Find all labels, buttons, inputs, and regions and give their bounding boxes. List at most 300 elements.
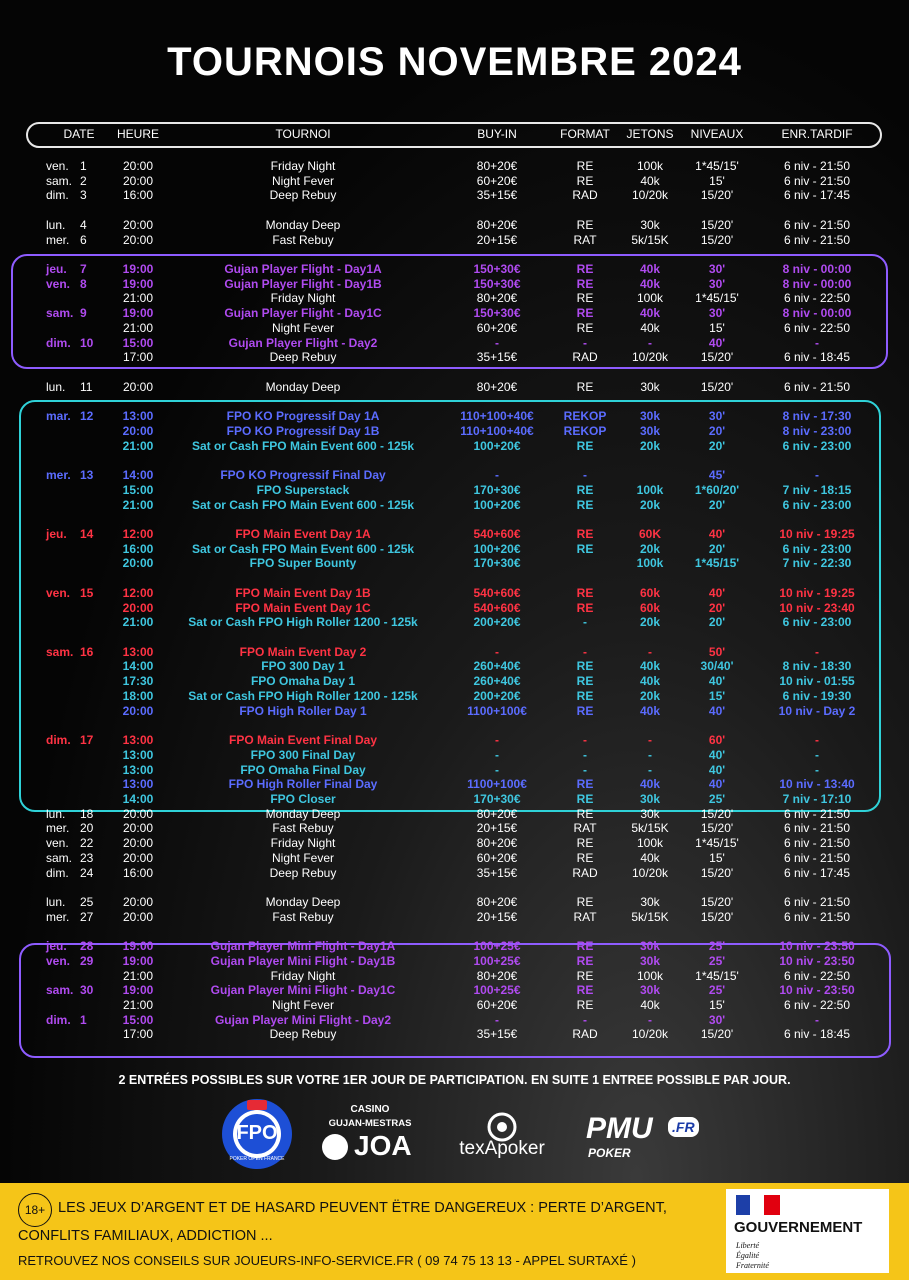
row-format: RE: [576, 291, 594, 306]
row-day-number: 29: [80, 953, 94, 968]
row-levels: 40': [708, 674, 726, 689]
row-buy-in: 35+15€: [476, 865, 518, 880]
row-chips: 20k: [639, 497, 661, 512]
row-levels: 1*45/15': [695, 968, 739, 983]
header-jetons: JETONS: [626, 127, 674, 141]
row-time: 19:00: [122, 953, 154, 968]
row-buy-in: 1100+100€: [467, 703, 527, 718]
row-buy-in: -: [495, 335, 499, 350]
row-buy-in: 20+15€: [476, 821, 518, 836]
row-time: 20:00: [122, 556, 154, 571]
fpo-logo-text: FPO: [236, 1122, 278, 1144]
row-chips: 60k: [639, 585, 661, 600]
row-time: 13:00: [122, 409, 154, 424]
row-format: -: [583, 615, 587, 630]
row-tournament-name: Gujan Player Mini Flight - Day1C: [210, 983, 396, 998]
row-levels: 15': [709, 998, 725, 1013]
row-levels: 1*45/15': [695, 836, 739, 851]
row-chips: 100k: [636, 291, 664, 306]
row-buy-in: 170+30€: [473, 482, 521, 497]
row-levels: 1*60/20': [694, 482, 740, 497]
row-chips: 5k/15K: [631, 909, 669, 924]
row-time: 18:00: [122, 688, 154, 703]
row-chips: -: [648, 733, 652, 748]
row-day: ven.: [46, 836, 69, 851]
row-format: RE: [576, 659, 594, 674]
row-chips: 30k: [640, 217, 660, 232]
row-format: -: [583, 468, 587, 483]
row-chips: -: [648, 762, 652, 777]
row-format: RE: [576, 850, 594, 865]
row-tournament-name: Sat or Cash FPO Main Event 600 - 125k: [191, 541, 415, 556]
row-buy-in: 80+20€: [476, 968, 518, 983]
row-day: sam.: [46, 850, 73, 865]
row-time: 19:00: [122, 262, 154, 277]
row-time: 21:00: [122, 615, 154, 630]
row-levels: 25': [708, 983, 726, 998]
row-day-number: 20: [80, 821, 94, 836]
row-format: RE: [576, 306, 594, 321]
row-tournament-name: Night Fever: [271, 320, 335, 335]
row-levels: 20': [708, 615, 726, 630]
row-day-number: 15: [80, 585, 94, 600]
row-levels: 20': [708, 600, 726, 615]
row-format: RE: [576, 320, 594, 335]
row-day: dim.: [46, 188, 69, 203]
row-chips: 60k: [639, 600, 661, 615]
row-format: RAT: [573, 909, 597, 924]
row-time: 21:00: [122, 497, 154, 512]
row-time: 21:00: [122, 998, 154, 1013]
row-levels: 15': [708, 688, 726, 703]
row-buy-in: 80+20€: [476, 291, 518, 306]
row-day: ven.: [46, 953, 71, 968]
row-buy-in: 150+30€: [473, 262, 521, 277]
casino-city: GUJAN-MESTRAS: [328, 1118, 412, 1129]
row-late-registration: 8 niv - 00:00: [782, 262, 852, 277]
footer-warning: [0, 1183, 909, 1280]
row-buy-in: 540+60€: [473, 585, 521, 600]
row-tournament-name: FPO High Roller Day 1: [239, 703, 367, 718]
row-day-number: 17: [80, 733, 94, 748]
row-levels: 15': [709, 320, 725, 335]
row-levels: 15': [709, 173, 725, 188]
row-time: 17:00: [122, 1027, 154, 1042]
row-buy-in: 110+100+40€: [460, 409, 534, 424]
row-late-registration: 10 niv - 23:50: [779, 953, 855, 968]
row-day-number: 16: [80, 644, 94, 659]
row-time: 13:00: [122, 747, 154, 762]
row-tournament-name: Deep Rebuy: [269, 350, 337, 365]
row-tournament-name: FPO Main Event Final Day: [228, 733, 378, 748]
row-late-registration: 6 niv - 21:50: [783, 232, 851, 247]
row-tournament-name: FPO KO Progressif Day 1A: [226, 409, 380, 424]
row-chips: 10/20k: [631, 188, 669, 203]
row-tournament-name: FPO 300 Day 1: [261, 659, 345, 674]
row-time: 20:00: [122, 895, 154, 909]
row-late-registration: 8 niv - 17:30: [782, 409, 852, 424]
row-format: REKOP: [563, 409, 607, 424]
row-day: sam.: [46, 306, 74, 321]
row-day-number: 27: [80, 909, 94, 924]
row-day-number: 23: [80, 850, 94, 865]
row-levels: 20': [708, 497, 726, 512]
row-chips: 100k: [636, 482, 664, 497]
row-levels: 50': [708, 644, 726, 659]
row-buy-in: 100+20€: [473, 497, 521, 512]
row-buy-in: -: [495, 468, 499, 483]
row-levels: 40': [708, 527, 726, 541]
row-chips: 30k: [639, 983, 661, 998]
row-buy-in: 80+20€: [476, 836, 518, 851]
row-tournament-name: FPO Omaha Day 1: [250, 674, 356, 689]
row-buy-in: 540+60€: [473, 527, 521, 541]
row-levels: 30': [708, 276, 726, 291]
row-buy-in: 200+20€: [473, 688, 521, 703]
row-day-number: 14: [80, 527, 94, 541]
row-chips: 40k: [640, 998, 660, 1013]
row-buy-in: 80+20€: [476, 806, 518, 821]
row-late-registration: -: [815, 747, 819, 762]
row-late-registration: 10 niv - 23:50: [779, 939, 855, 954]
page-title: TOURNOIS NOVEMBRE 2024: [167, 40, 742, 84]
gov-title: GOUVERNEMENT: [734, 1219, 863, 1236]
warning-line-2: CONFLITS FAMILIAUX, ADDICTION ...: [18, 1228, 273, 1244]
pmu-poker-logo: [586, 1112, 712, 1162]
row-day: mer.: [46, 468, 71, 483]
row-late-registration: 6 niv - 21:50: [783, 217, 851, 232]
casino-label: CASINO: [350, 1104, 390, 1115]
row-levels: 15/20': [700, 865, 734, 880]
row-late-registration: 6 niv - 21:50: [783, 909, 851, 924]
gov-motto-2: Égalité: [736, 1251, 760, 1260]
row-levels: 40': [708, 747, 726, 762]
row-levels: 15/20': [700, 379, 734, 394]
row-chips: 20k: [639, 688, 661, 703]
row-format: RE: [576, 939, 594, 954]
row-chips: 30k: [639, 939, 661, 954]
row-day: sam.: [46, 173, 73, 188]
row-time: 20:00: [122, 836, 154, 851]
row-chips: 40k: [639, 262, 661, 277]
row-chips: -: [648, 1012, 652, 1027]
row-format: RE: [576, 497, 594, 512]
row-time: 14:00: [122, 468, 154, 483]
row-time: 19:00: [122, 939, 154, 954]
row-chips: 100k: [636, 836, 664, 851]
row-tournament-name: FPO KO Progressif Day 1B: [226, 423, 380, 438]
row-buy-in: 80+20€: [476, 895, 518, 909]
row-tournament-name: FPO Super Bounty: [249, 556, 357, 571]
row-chips: 100k: [636, 556, 664, 571]
row-day: mer.: [46, 909, 70, 924]
row-format: -: [583, 733, 587, 748]
row-tournament-name: Night Fever: [271, 173, 335, 188]
row-buy-in: 35+15€: [476, 1027, 518, 1042]
row-late-registration: 6 niv - 22:50: [783, 998, 851, 1013]
row-tournament-name: Friday Night: [270, 836, 336, 851]
row-late-registration: 6 niv - 18:45: [783, 1027, 851, 1042]
row-day-number: 25: [80, 895, 94, 909]
row-format: RE: [576, 262, 594, 277]
row-late-registration: 6 niv - 21:50: [783, 821, 851, 836]
pmu-tld: .FR: [668, 1117, 699, 1137]
row-time: 20:00: [122, 703, 154, 718]
gov-motto-1: Liberté: [736, 1241, 760, 1250]
row-late-registration: 8 niv - 23:00: [782, 423, 852, 438]
header-buyin: BUY-IN: [477, 127, 517, 141]
row-day-number: 8: [80, 276, 87, 291]
row-time: 15:00: [122, 1012, 154, 1027]
row-buy-in: 35+15€: [476, 188, 518, 203]
row-format: -: [583, 335, 587, 350]
row-buy-in: 80+20€: [476, 217, 518, 232]
row-tournament-name: Monday Deep: [265, 379, 341, 394]
row-levels: 15/20': [700, 232, 734, 247]
row-time: 16:00: [122, 541, 154, 556]
row-late-registration: 8 niv - 00:00: [782, 306, 852, 321]
row-format: RE: [576, 482, 594, 497]
warning-line-1: LES JEUX D’ARGENT ET DE HASARD PEUVENT ËTRE DANGEREUX : PERTE D’ARGENT,: [58, 1200, 667, 1216]
row-day: jeu.: [46, 527, 67, 541]
row-levels: 40': [708, 777, 726, 792]
row-levels: 40': [708, 335, 726, 350]
row-format: RE: [576, 541, 594, 556]
pmu-brand: PMU: [586, 1112, 653, 1145]
row-late-registration: 7 niv - 22:30: [782, 556, 852, 571]
row-buy-in: 150+30€: [473, 276, 521, 291]
row-chips: 40k: [639, 306, 661, 321]
row-late-registration: 6 niv - 21:50: [783, 173, 851, 188]
row-tournament-name: Gujan Player Mini Flight - Day1A: [210, 939, 396, 954]
row-late-registration: 6 niv - 17:45: [783, 188, 851, 203]
row-late-registration: 6 niv - 17:45: [783, 865, 851, 880]
row-day-number: 28: [80, 939, 94, 954]
row-buy-in: 100+25€: [473, 953, 521, 968]
row-format: -: [583, 644, 587, 659]
row-levels: 20': [708, 438, 726, 453]
row-time: 16:00: [122, 865, 154, 880]
row-tournament-name: Sat or Cash FPO Main Event 600 - 125k: [191, 497, 415, 512]
row-time: 15:00: [122, 482, 154, 497]
row-buy-in: -: [495, 747, 499, 762]
row-buy-in: -: [495, 762, 499, 777]
header-niveaux: NIVEAUX: [690, 127, 744, 141]
row-day-number: 9: [80, 306, 87, 321]
row-tournament-name: Sat or Cash FPO High Roller 1200 - 125k: [188, 615, 418, 630]
government-logo: [726, 1189, 889, 1273]
row-levels: 15/20': [700, 217, 734, 232]
row-day: ven.: [46, 276, 71, 291]
row-late-registration: 7 niv - 18:15: [782, 482, 852, 497]
row-tournament-name: Gujan Player Flight - Day1A: [224, 262, 382, 277]
row-buy-in: 60+20€: [476, 850, 518, 865]
row-late-registration: 8 niv - 18:30: [782, 659, 852, 674]
row-chips: -: [648, 644, 652, 659]
row-buy-in: -: [495, 1012, 499, 1027]
row-day: lun.: [46, 895, 66, 909]
row-time: 20:00: [122, 232, 154, 247]
row-time: 20:00: [122, 806, 154, 821]
row-format: RE: [576, 173, 594, 188]
row-time: 20:00: [122, 909, 154, 924]
row-chips: 40k: [640, 850, 660, 865]
row-levels: 30': [708, 306, 726, 321]
row-day-number: 12: [80, 409, 94, 424]
row-late-registration: 6 niv - 22:50: [783, 291, 851, 306]
row-day-number: 13: [80, 468, 94, 483]
header-enr-tardif: ENR.TARDIF: [781, 127, 853, 141]
row-chips: 20k: [639, 615, 661, 630]
row-late-registration: 6 niv - 23:00: [782, 497, 852, 512]
row-day: lun.: [46, 806, 66, 821]
row-format: RE: [576, 600, 594, 615]
row-levels: 30/40': [700, 659, 734, 674]
row-chips: -: [648, 335, 652, 350]
row-chips: 40k: [639, 777, 661, 792]
row-format: RE: [576, 276, 594, 291]
row-day-number: 3: [80, 188, 87, 203]
row-tournament-name: Gujan Player Mini Flight - Day1B: [210, 953, 396, 968]
row-late-registration: 6 niv - 21:50: [783, 806, 851, 821]
fpo-logo-ring-text: POKER OPEN FRANCE: [229, 1156, 285, 1162]
row-tournament-name: FPO Omaha Final Day: [240, 762, 366, 777]
row-chips: 40k: [639, 276, 661, 291]
row-tournament-name: Night Fever: [271, 850, 335, 865]
row-buy-in: 100+25€: [473, 939, 521, 954]
row-late-registration: -: [815, 468, 819, 483]
joa-club-icon: [322, 1134, 348, 1160]
row-day: jeu.: [46, 262, 67, 277]
row-day: jeu.: [46, 939, 67, 954]
row-day-number: 10: [80, 335, 94, 350]
row-levels: 30': [708, 262, 726, 277]
row-levels: 30': [708, 409, 726, 424]
row-time: 21:00: [122, 438, 154, 453]
entry-rules-note: 2 ENTRÉES POSSIBLES SUR VOTRE 1ER JOUR DE PARTICIPATION. EN SUITE 1 ENTREE POSSIBLE PAR JOUR.: [118, 1073, 791, 1087]
row-late-registration: 6 niv - 21:50: [783, 159, 851, 173]
header-format: FORMAT: [560, 127, 610, 141]
row-format: REKOP: [563, 423, 607, 438]
row-time: 19:00: [122, 983, 154, 998]
row-buy-in: -: [495, 733, 499, 748]
header-heure: HEURE: [116, 127, 160, 141]
row-tournament-name: Monday Deep: [265, 806, 341, 821]
row-late-registration: 10 niv - 01:55: [779, 674, 855, 689]
row-tournament-name: Fast Rebuy: [272, 232, 334, 247]
row-tournament-name: FPO Main Event Day 2: [239, 644, 367, 659]
row-buy-in: 80+20€: [476, 159, 518, 173]
row-tournament-name: FPO Closer: [270, 791, 336, 806]
row-time: 20:00: [122, 159, 154, 173]
row-levels: 40': [708, 762, 726, 777]
row-buy-in: 170+30€: [473, 791, 521, 806]
row-buy-in: 260+40€: [473, 674, 521, 689]
row-late-registration: 10 niv - 13:40: [779, 777, 855, 792]
row-format: RAD: [572, 1027, 598, 1042]
row-buy-in: 20+15€: [476, 909, 518, 924]
row-time: 12:00: [122, 585, 154, 600]
row-format: RE: [576, 953, 594, 968]
row-day-number: 22: [80, 836, 94, 851]
row-chips: 40k: [639, 703, 661, 718]
warning-line-3: RETROUVEZ NOS CONSEILS SUR JOUEURS-INFO-SERVICE.FR ( 09 74 75 13 13 - APPEL SURTAXÉ ): [18, 1253, 636, 1268]
row-time: 20:00: [122, 173, 154, 188]
row-format: RE: [576, 791, 594, 806]
row-late-registration: 6 niv - 21:50: [783, 895, 851, 909]
row-levels: 30': [708, 1012, 726, 1027]
row-day-number: 6: [80, 232, 87, 247]
row-format: RAD: [572, 188, 598, 203]
row-format: RE: [576, 527, 594, 541]
row-chips: 30k: [640, 379, 660, 394]
row-tournament-name: Friday Night: [270, 968, 336, 983]
row-tournament-name: Monday Deep: [265, 895, 341, 909]
row-chips: 30k: [639, 953, 661, 968]
row-late-registration: 6 niv - 22:50: [783, 320, 851, 335]
row-day: mer.: [46, 232, 70, 247]
row-buy-in: 60+20€: [476, 998, 518, 1013]
row-tournament-name: FPO Superstack: [256, 482, 350, 497]
row-format: RE: [576, 438, 594, 453]
row-chips: 40k: [640, 173, 660, 188]
row-chips: 10/20k: [631, 1027, 669, 1042]
row-late-registration: 6 niv - 21:50: [783, 379, 851, 394]
row-time: 19:00: [122, 306, 154, 321]
row-tournament-name: Friday Night: [270, 291, 336, 306]
row-tournament-name: FPO Main Event Day 1A: [235, 527, 371, 541]
row-format: RE: [576, 585, 594, 600]
row-levels: 40': [708, 703, 726, 718]
row-day-number: 11: [80, 379, 93, 394]
row-late-registration: 6 niv - 23:00: [782, 438, 852, 453]
row-time: 14:00: [122, 791, 154, 806]
joa-brand: JOA: [354, 1130, 412, 1161]
row-late-registration: 6 niv - 19:30: [782, 688, 852, 703]
row-format: RAT: [573, 821, 597, 836]
row-day: lun.: [46, 217, 66, 232]
row-levels: 1*45/15': [694, 556, 740, 571]
row-tournament-name: Sat or Cash FPO Main Event 600 - 125k: [191, 438, 415, 453]
row-tournament-name: Sat or Cash FPO High Roller 1200 - 125k: [188, 688, 418, 703]
row-time: 13:00: [122, 644, 154, 659]
row-time: 20:00: [122, 850, 154, 865]
row-chips: 100k: [636, 159, 664, 173]
row-format: -: [583, 1012, 587, 1027]
row-chips: 100k: [636, 968, 664, 983]
row-tournament-name: FPO Main Event Day 1B: [235, 585, 371, 600]
row-chips: 60K: [638, 527, 662, 541]
pmu-sub: POKER: [588, 1146, 631, 1160]
row-chips: 40k: [639, 659, 661, 674]
row-chips: 30k: [640, 895, 660, 909]
header-tournoi: TOURNOI: [275, 127, 331, 141]
row-levels: 25': [708, 939, 726, 954]
row-tournament-name: Deep Rebuy: [269, 188, 337, 203]
row-tournament-name: Fast Rebuy: [272, 821, 334, 836]
row-chips: 5k/15K: [631, 232, 669, 247]
row-tournament-name: FPO Main Event Day 1C: [235, 600, 371, 615]
row-tournament-name: Monday Deep: [265, 217, 341, 232]
row-format: RE: [576, 688, 594, 703]
row-buy-in: 60+20€: [476, 173, 518, 188]
row-buy-in: 100+20€: [473, 541, 521, 556]
row-buy-in: 260+40€: [473, 659, 521, 674]
row-time: 13:00: [122, 762, 154, 777]
row-levels: 15': [709, 850, 725, 865]
row-format: RE: [576, 703, 594, 718]
row-levels: 15/20': [700, 909, 734, 924]
